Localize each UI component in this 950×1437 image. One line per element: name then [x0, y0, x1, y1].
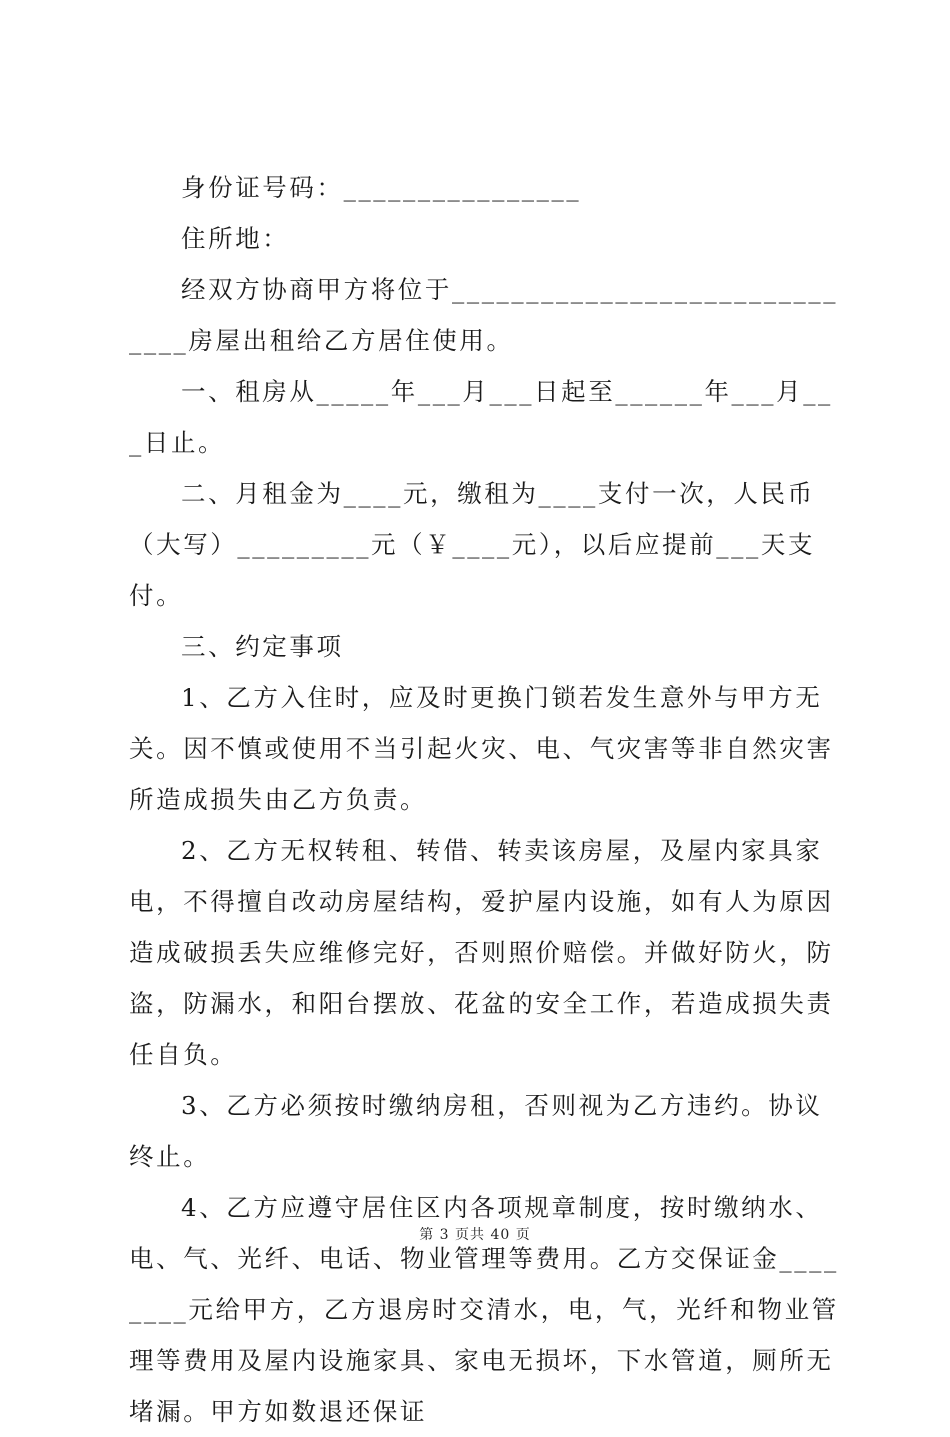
agreement-intro: 经双方协商甲方将位于______________________________房屋出租给乙方居住使用。 — [129, 275, 839, 355]
document-body — [129, 162, 847, 1437]
clause-rent: 二、月租金为____元，缴租为____支付一次，人民币（大写）_________元（￥____元），以后应提前___天支付。 — [129, 479, 816, 610]
term-item-2: 2、乙方无权转租、转借、转卖该房屋，及屋内家具家电，不得擅自改动房屋结构，爱护屋内设施，如有人为原因造成破损丢失应维修完好，否则照价赔偿。并做好防火，防盗，防漏水，和阳台摆放、花盆的安全工作，若造成损失责任自负。 — [129, 836, 834, 1069]
term-item-1: 1、乙方入住时，应及时更换门锁若发生意外与甲方无关。因不慎或使用不当引起火灾、电、气灾害等非自然灾害所造成损失由乙方负责。 — [129, 683, 834, 814]
term-item-4: 4、乙方应遵守居住区内各项规章制度，按时缴纳水、电、气、光纤、电话、物业管理等费用。乙方交保证金________元给甲方，乙方退房时交清水，电，气，光纤和物业管理等费用及屋内设施家具、家电无损坏，下水管道，厕所无堵漏。甲方如数退还保证 — [129, 1193, 839, 1426]
id-number-line: 身份证号码：________________ — [181, 173, 582, 202]
clause-lease-term: 一、租房从_____年___月___日起至______年___月___日止。 — [129, 377, 833, 457]
clause-heading-terms: 三、约定事项 — [181, 632, 344, 661]
page-number-footer: 第 3 页共 40 页 — [419, 1227, 531, 1243]
address-line: 住所地： — [181, 224, 290, 253]
term-item-3: 3、乙方必须按时缴纳房租，否则视为乙方违约。协议终止。 — [129, 1091, 823, 1171]
